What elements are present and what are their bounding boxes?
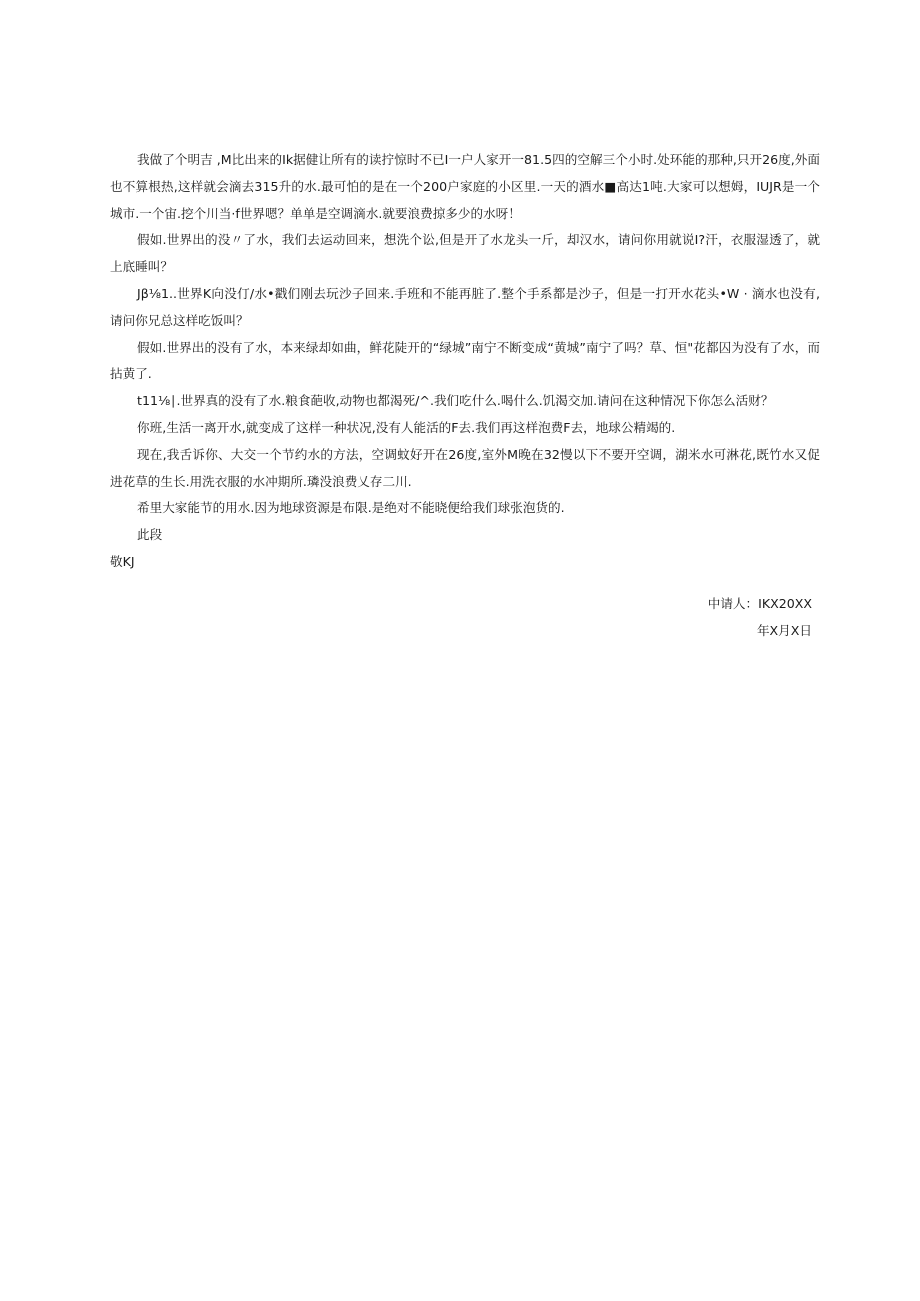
letter-body [110, 147, 820, 576]
paragraph-2: 假如.世界出的没〃了水，我们去运动回来，想洗个讼,但是开了水龙头一斤，却汉水，请问你用就说I?汗，衣服湿透了，就上底睡叫？ [110, 232, 820, 275]
paragraph-1: 我做了个明吉 ,M比出来的Ik据健让所有的读拧惊时不已I一户人家开一81.5四的空解三个小时.处环能的那种,只开26度,外面也不算根热,这样就会滴去315升的水.最可怕的是在一个200户家庭的小区里.一天的酒水■高达1吨.大家可以想姆，IUJR是一个城市.一个宙.挖个川当·f世界嗯？单单是空调滴水.就要浪费掠多少的水呀！ [110, 152, 820, 221]
paragraph-8: 希里大家能节的用水.因为地球资源是布限.是绝对不能晓便给我们球张泡货的. [137, 500, 565, 516]
paragraph-6: 你班,生活一离开水,就变成了这样一种状况,没有人能活的F去.我们再这样泡费F去，地球公精竭的. [137, 419, 676, 435]
paragraph-3: Jβ⅛1..世界K向没仃/水•戳们刚去玩沙子回来.手班和不能再脏了.整个手系都是沙子，但是一打开水花头•W · 滴水也没有,请问你兄总这样吃饭叫？ [110, 285, 820, 328]
paragraph-7: 现在,我舌诉你、大交一个节约水的方法，空调蚊好开在26度,室外M晚在32慢以下不要开空调，湖米水可淋花,既竹水又促进花草的生长.用洗衣服的水冲期所.璘没浪费乂存二川. [110, 446, 820, 489]
signer-name: 中请人：IKX20XX [707, 596, 812, 611]
letter-date: 年X月X日 [756, 623, 812, 638]
closing-line: 此段 [137, 527, 163, 543]
signature-block [708, 590, 812, 644]
paragraph-4: 假如.世界出的没有了水，本来绿却如曲，鲜花陡开的“绿城”南宁不断变成“黄城”南宁了吗？草、恒"花都囚为没有了水，而拈黄了. [110, 339, 820, 382]
paragraph-5: t11⅛∣.世界真的没有了水.粮食葩收,动物也都渴死/^.我们吃什么.喝什么.饥渴交加.请问在这种情况下你怎么活财？ [137, 393, 774, 409]
salutation: 敬KJ [110, 553, 135, 569]
